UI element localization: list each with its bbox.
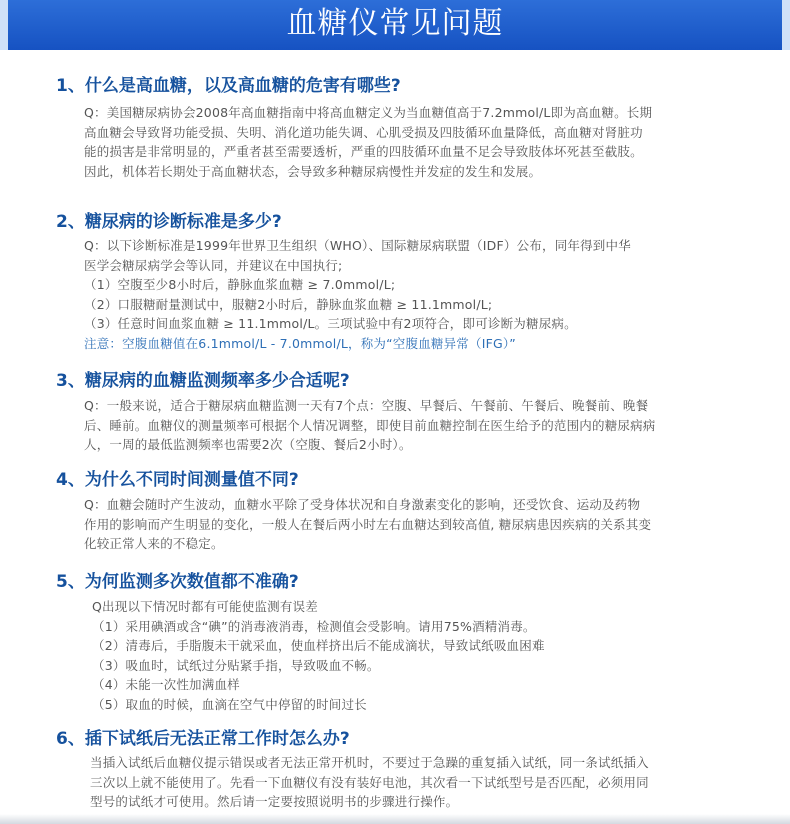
faq-1-answer xyxy=(84,103,652,181)
faq-5-answer xyxy=(92,597,545,714)
faq-4-line: 作用的影响而产生明显的变化，一般人在餐后两小时左右血糖达到较高值, 糖尿病患因疾病的关系其变 xyxy=(84,516,652,532)
faq-5-heading: 5、为何监测多次数值都不准确? xyxy=(56,572,299,592)
faq-5-line: （3）吸血时，试纸过分贴紧手指，导致吸血不畅。 xyxy=(92,657,380,673)
faq-2-line: （2）口服糖耐量测试中，服糖2小时后，静脉血浆血糖 ≥ 11.1mmol/L; xyxy=(84,296,493,312)
faq-2-line: （3）任意时间血浆血糖 ≥ 11.1mmol/L。三项试验中有2项符合，即可诊断为糖尿病。 xyxy=(84,316,577,331)
faq-3-line: 人，一周的最低监测频率也需要2次（空腹、餐后2小时）。 xyxy=(84,437,412,452)
faq-1-line: 能的损害是非常明显的，严重者甚至需要透析，严重的四肢循环血量不足会导致肢体坏死甚至截肢。 xyxy=(84,144,643,159)
faq-5-line: （4）未能一次性加满血样 xyxy=(92,677,240,692)
faq-4-heading: 4、为什么不同时间测量值不同? xyxy=(56,470,299,490)
faq-5-line: （2）清毒后，手脂腹未干就采血，使血样挤出后不能成滴状，导致试纸吸血困难 xyxy=(92,638,545,653)
faq-4-line: Q：血糖会随时产生波动，血糖水平除了受身体状况和自身激素变化的影响，还受饮食、运动及药物 xyxy=(84,497,641,512)
title-banner xyxy=(0,0,790,50)
faq-2-line: （1）空腹至少8小时后，静脉血浆血糖 ≥ 7.0mmol/L; xyxy=(84,277,396,292)
faq-2-heading: 2、糖尿病的诊断标准是多少? xyxy=(56,212,282,232)
faq-6-heading: 6、插下试纸后无法正常工作时怎么办? xyxy=(56,729,350,749)
page-title: 血糖仪常见问题 xyxy=(286,6,504,41)
faq-1-line: 高血糖会导致肾功能受损、失明、消化道功能失调、心肌受损及四肢循环血量降低，高血糖对肾脏功 xyxy=(84,124,643,140)
faq-6-line: 三次以上就不能使用了。先看一下血糖仪有没有装好电池，其次看一下试纸型号是否匹配，必须用同 xyxy=(90,774,649,790)
faq-4-line: 化较正常人来的不稳定。 xyxy=(84,536,224,551)
faq-3-answer xyxy=(84,396,656,455)
bottom-divider xyxy=(0,814,790,824)
faq-5-line: （5）取血的时候，血滴在空气中停留的时间过长 xyxy=(92,696,367,712)
faq-1-heading: 1、什么是高血糖，以及高血糖的危害有哪些? xyxy=(56,76,401,96)
faq-6-answer xyxy=(90,753,649,812)
faq-1-line: 因此，机体若长期处于高血糖状态，会导致多种糖尿病慢性并发症的发生和发展。 xyxy=(84,163,542,179)
faq-3-line: 后、睡前。血糖仪的测量频率可根据个人情况调整，即使目前血糖控制在医生给予的范围内的糖尿病病 xyxy=(84,417,656,433)
faq-2-line: Q：以下诊断标准是1999年世界卫生组织（WHO）、国际糖尿病联盟（IDF）公布，同年得到中华 xyxy=(84,238,631,253)
faq-6-line: 当插入试纸后血糖仪提示错误或者无法正常开机时，不要过于急躁的重复插入试纸，同一条试纸插入 xyxy=(90,755,649,770)
faq-6-line: 型号的试纸才可使用。然后请一定要按照说明书的步骤进行操作。 xyxy=(90,794,459,809)
faq-2-line: 医学会糖尿病学会等认同，并建议在中国执行; xyxy=(84,257,343,273)
faq-2-note: 注意：空腹血糖值在6.1mmol/L - 7.0mmol/L，称为“空腹血糖异常（IFG）” xyxy=(84,335,516,351)
faq-5-line: （1）采用碘酒或含“碘”的消毒液消毒，检测值会受影响。请用75%酒精消毒。 xyxy=(92,618,536,634)
faq-4-answer xyxy=(84,495,651,554)
faq-1-line: Q：美国糖尿病协会2008年高血糖指南中将高血糖定义为当血糖值高于7.2mmol/L即为高血糖。长期 xyxy=(84,105,653,120)
faq-3-line: Q：一般来说，适合于糖尿病血糖监测一天有7个点：空腹、早餐后、午餐前、午餐后、晚餐前、晚餐 xyxy=(84,398,649,413)
faq-5-line: Q出现以下情况时都有可能使监测有误差 xyxy=(92,599,318,614)
faq-3-heading: 3、糖尿病的血糖监测频率多少合适呢? xyxy=(56,371,350,391)
faq-2-answer xyxy=(84,236,631,353)
